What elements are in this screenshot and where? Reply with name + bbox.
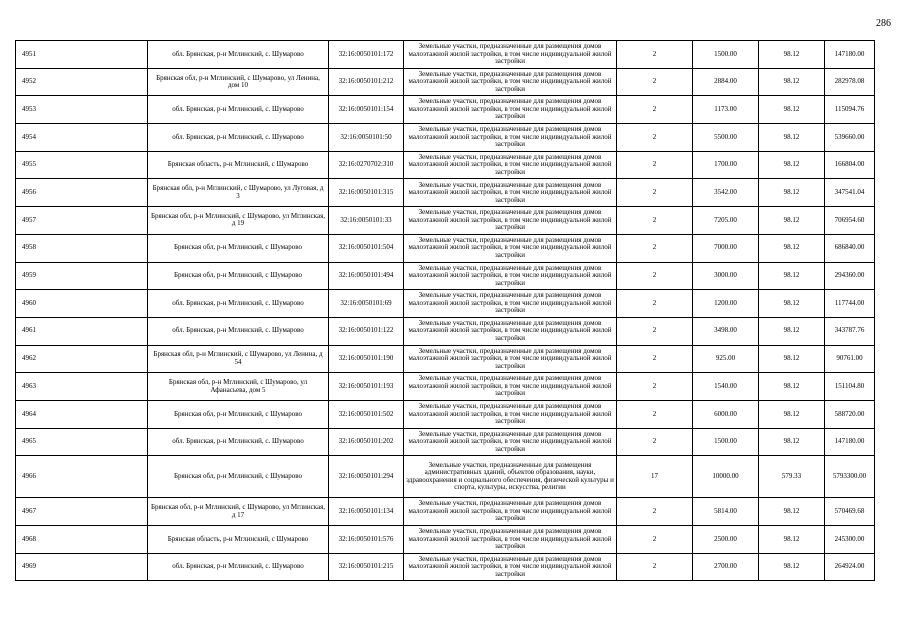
unit-price-cell: 98.12 xyxy=(759,262,825,290)
row-number: 4966 xyxy=(16,456,148,498)
area-cell: 1173.00 xyxy=(693,96,759,124)
table-row xyxy=(16,553,875,581)
area-cell: 1540.00 xyxy=(693,373,759,401)
group-cell: 2 xyxy=(617,124,693,152)
row-number: 4959 xyxy=(16,262,148,290)
cadastral-number-cell: 32:16:0050101:69 xyxy=(329,290,404,318)
area-cell: 2500.00 xyxy=(693,526,759,554)
address-cell: Брянская обл, р-н Мглинский, с Шумарово, ул Афанасьева, дом 5 xyxy=(148,373,329,401)
area-cell: 3498.00 xyxy=(693,317,759,345)
group-cell: 2 xyxy=(617,41,693,69)
land-use-cell: Земельные участки, предназначенные для размещения домов малоэтажной жилой застройки, в том числе индивидуальной жилой застройки xyxy=(404,317,617,345)
unit-price-cell: 98.12 xyxy=(759,373,825,401)
cadastral-number-cell: 32:16:0050101:294 xyxy=(329,456,404,498)
land-use-cell: Земельные участки, предназначенные для размещения домов малоэтажной жилой застройки, в том числе индивидуальной жилой застройки xyxy=(404,124,617,152)
unit-price-cell: 98.12 xyxy=(759,553,825,581)
group-cell: 2 xyxy=(617,400,693,428)
unit-price-cell: 98.12 xyxy=(759,428,825,456)
row-number: 4957 xyxy=(16,207,148,235)
row-number: 4963 xyxy=(16,373,148,401)
unit-price-cell: 98.12 xyxy=(759,68,825,96)
address-cell: Брянская обл, р-н Мглинский, с Шумарово, ул Луговая, д 3 xyxy=(148,179,329,207)
group-cell: 2 xyxy=(617,553,693,581)
table-row xyxy=(16,373,875,401)
unit-price-cell: 98.12 xyxy=(759,400,825,428)
land-use-cell: Земельные участки, предназначенные для размещения домов малоэтажной жилой застройки, в том числе индивидуальной жилой застройки xyxy=(404,428,617,456)
unit-price-cell: 98.12 xyxy=(759,234,825,262)
unit-price-cell: 98.12 xyxy=(759,96,825,124)
table-row xyxy=(16,290,875,318)
land-use-cell: Земельные участки, предназначенные для размещения домов малоэтажной жилой застройки, в том числе индивидуальной жилой застройки xyxy=(404,373,617,401)
address-cell: обл. Брянская, р-н Мглинский, с. Шумарово xyxy=(148,96,329,124)
land-use-cell: Земельные участки, предназначенные для размещения домов малоэтажной жилой застройки, в том числе индивидуальной жилой застройки xyxy=(404,68,617,96)
area-cell: 10000.00 xyxy=(693,456,759,498)
address-cell: Брянская обл, р-н Мглинский, с Шумарово, ул Мглинская, д 19 xyxy=(148,207,329,235)
table-row xyxy=(16,526,875,554)
row-number: 4961 xyxy=(16,317,148,345)
group-cell: 2 xyxy=(617,207,693,235)
unit-price-cell: 98.12 xyxy=(759,179,825,207)
unit-price-cell: 98.12 xyxy=(759,526,825,554)
cadastral-number-cell: 32:16:0050101:494 xyxy=(329,262,404,290)
group-cell: 2 xyxy=(617,151,693,179)
area-cell: 3000.00 xyxy=(693,262,759,290)
cadastral-value-cell: 115094.76 xyxy=(825,96,875,124)
address-cell: обл. Брянская, р-н Мглинский, с. Шумарово xyxy=(148,124,329,152)
row-number: 4969 xyxy=(16,553,148,581)
table-row xyxy=(16,68,875,96)
cadastral-value-table xyxy=(15,40,875,581)
area-cell: 1200.00 xyxy=(693,290,759,318)
address-cell: Брянская обл, р-н Мглинский, с Шумарово xyxy=(148,262,329,290)
group-cell: 2 xyxy=(617,317,693,345)
group-cell: 2 xyxy=(617,234,693,262)
table-row xyxy=(16,345,875,373)
cadastral-number-cell: 32:16:0050101:134 xyxy=(329,498,404,526)
cadastral-number-cell: 32:16:0050101:193 xyxy=(329,373,404,401)
table-row xyxy=(16,428,875,456)
cadastral-number-cell: 32:16:0050101:122 xyxy=(329,317,404,345)
land-use-cell: Земельные участки, предназначенные для размещения домов малоэтажной жилой застройки, в том числе индивидуальной жилой застройки xyxy=(404,179,617,207)
land-use-cell: Земельные участки, предназначенные для размещения домов малоэтажной жилой застройки, в том числе индивидуальной жилой застройки xyxy=(404,207,617,235)
address-cell: Брянская обл, р-н Мглинский, с Шумарово xyxy=(148,234,329,262)
group-cell: 2 xyxy=(617,290,693,318)
land-use-cell: Земельные участки, предназначенные для размещения домов малоэтажной жилой застройки, в том числе индивидуальной жилой застройки xyxy=(404,400,617,428)
row-number: 4954 xyxy=(16,124,148,152)
unit-price-cell: 98.12 xyxy=(759,124,825,152)
cadastral-value-cell: 282978.08 xyxy=(825,68,875,96)
area-cell: 1500.00 xyxy=(693,41,759,69)
unit-price-cell: 98.12 xyxy=(759,41,825,69)
row-number: 4956 xyxy=(16,179,148,207)
area-cell: 5814.00 xyxy=(693,498,759,526)
cadastral-value-cell: 147180.00 xyxy=(825,41,875,69)
address-cell: Брянская обл, р-н Мглинский, с Шумарово, ул Мглинская, д 17 xyxy=(148,498,329,526)
land-use-cell: Земельные участки, предназначенные для размещения домов малоэтажной жилой застройки, в том числе индивидуальной жилой застройки xyxy=(404,345,617,373)
land-use-cell: Земельные участки, предназначенные для размещения домов малоэтажной жилой застройки, в том числе индивидуальной жилой застройки xyxy=(404,262,617,290)
page-number: 286 xyxy=(876,18,891,29)
row-number: 4968 xyxy=(16,526,148,554)
group-cell: 2 xyxy=(617,68,693,96)
area-cell: 3542.00 xyxy=(693,179,759,207)
group-cell: 2 xyxy=(617,526,693,554)
area-cell: 5500.00 xyxy=(693,124,759,152)
table-row xyxy=(16,207,875,235)
table-body xyxy=(16,41,875,581)
unit-price-cell: 98.12 xyxy=(759,207,825,235)
address-cell: Брянская область, р-н Мглинский, с Шумарово xyxy=(148,151,329,179)
cadastral-value-cell: 347541.04 xyxy=(825,179,875,207)
group-cell: 2 xyxy=(617,498,693,526)
area-cell: 2700.00 xyxy=(693,553,759,581)
cadastral-number-cell: 32:16:0050101:504 xyxy=(329,234,404,262)
cadastral-number-cell: 32:16:0050101:33 xyxy=(329,207,404,235)
unit-price-cell: 98.12 xyxy=(759,151,825,179)
cadastral-value-cell: 294360.00 xyxy=(825,262,875,290)
area-cell: 1500.00 xyxy=(693,428,759,456)
table-row xyxy=(16,262,875,290)
land-use-cell: Земельные участки, предназначенные для размещения домов малоэтажной жилой застройки, в том числе индивидуальной жилой застройки xyxy=(404,290,617,318)
cadastral-value-cell: 245300.00 xyxy=(825,526,875,554)
group-cell: 17 xyxy=(617,456,693,498)
area-cell: 2884.00 xyxy=(693,68,759,96)
area-cell: 1700.00 xyxy=(693,151,759,179)
cadastral-value-cell: 5793300.00 xyxy=(825,456,875,498)
land-use-cell: Земельные участки, предназначенные для размещения домов малоэтажной жилой застройки, в том числе индивидуальной жилой застройки xyxy=(404,96,617,124)
group-cell: 2 xyxy=(617,373,693,401)
table-row xyxy=(16,317,875,345)
land-use-cell: Земельные участки, предназначенные для размещения административных зданий, объектов образования, науки, здравоохранения и социального обеспечения, физической культуры и спорта, культуры, искусства, религии xyxy=(404,456,617,498)
address-cell: Брянская обл, р-н Мглинский, с Шумарово, ул Ленина, дом 10 xyxy=(148,68,329,96)
cadastral-number-cell: 32:16:0050101:172 xyxy=(329,41,404,69)
row-number: 4962 xyxy=(16,345,148,373)
cadastral-number-cell: 32:16:0050101:190 xyxy=(329,345,404,373)
table-row xyxy=(16,151,875,179)
land-use-cell: Земельные участки, предназначенные для размещения домов малоэтажной жилой застройки, в том числе индивидуальной жилой застройки xyxy=(404,498,617,526)
cadastral-value-cell: 151104.80 xyxy=(825,373,875,401)
address-cell: Брянская обл, р-н Мглинский, с Шумарово xyxy=(148,456,329,498)
cadastral-number-cell: 32:16:0050101:202 xyxy=(329,428,404,456)
row-number: 4964 xyxy=(16,400,148,428)
table-row xyxy=(16,400,875,428)
area-cell: 925.00 xyxy=(693,345,759,373)
unit-price-cell: 579.33 xyxy=(759,456,825,498)
group-cell: 2 xyxy=(617,179,693,207)
cadastral-number-cell: 32:16:0050101:212 xyxy=(329,68,404,96)
unit-price-cell: 98.12 xyxy=(759,498,825,526)
address-cell: обл. Брянская, р-н Мглинский, с. Шумарово xyxy=(148,553,329,581)
cadastral-value-cell: 166804.00 xyxy=(825,151,875,179)
cadastral-number-cell: 32:16:0050101:502 xyxy=(329,400,404,428)
cadastral-value-cell: 686840.00 xyxy=(825,234,875,262)
area-cell: 6000.00 xyxy=(693,400,759,428)
cadastral-value-cell: 90761.00 xyxy=(825,345,875,373)
address-cell: обл. Брянская, р-н Мглинский, с. Шумарово xyxy=(148,41,329,69)
address-cell: обл. Брянская, р-н Мглинский, с. Шумарово xyxy=(148,317,329,345)
area-cell: 7000.00 xyxy=(693,234,759,262)
land-use-cell: Земельные участки, предназначенные для размещения домов малоэтажной жилой застройки, в том числе индивидуальной жилой застройки xyxy=(404,151,617,179)
unit-price-cell: 98.12 xyxy=(759,345,825,373)
cadastral-value-cell: 570469.68 xyxy=(825,498,875,526)
table-row xyxy=(16,124,875,152)
row-number: 4960 xyxy=(16,290,148,318)
row-number: 4955 xyxy=(16,151,148,179)
table-row xyxy=(16,234,875,262)
group-cell: 2 xyxy=(617,96,693,124)
land-use-cell: Земельные участки, предназначенные для размещения домов малоэтажной жилой застройки, в том числе индивидуальной жилой застройки xyxy=(404,234,617,262)
area-cell: 7205.00 xyxy=(693,207,759,235)
group-cell: 2 xyxy=(617,262,693,290)
address-cell: Брянская обл, р-н Мглинский, с Шумарово xyxy=(148,400,329,428)
table-row xyxy=(16,498,875,526)
cadastral-number-cell: 32:16:0050101:50 xyxy=(329,124,404,152)
cadastral-value-cell: 264924.00 xyxy=(825,553,875,581)
table-row xyxy=(16,179,875,207)
cadastral-number-cell: 32:16:0050101:215 xyxy=(329,553,404,581)
cadastral-number-cell: 32:16:0050101:154 xyxy=(329,96,404,124)
land-use-cell: Земельные участки, предназначенные для размещения домов малоэтажной жилой застройки, в том числе индивидуальной жилой застройки xyxy=(404,41,617,69)
cadastral-number-cell: 32:16:0050101:576 xyxy=(329,526,404,554)
table-row xyxy=(16,41,875,69)
address-cell: обл. Брянская, р-н Мглинский, с. Шумарово xyxy=(148,428,329,456)
unit-price-cell: 98.12 xyxy=(759,317,825,345)
cadastral-value-cell: 706954.60 xyxy=(825,207,875,235)
cadastral-value-cell: 343787.76 xyxy=(825,317,875,345)
cadastral-value-cell: 539660.00 xyxy=(825,124,875,152)
row-number: 4953 xyxy=(16,96,148,124)
cadastral-number-cell: 32:16:0050101:315 xyxy=(329,179,404,207)
address-cell: Брянская область, р-н Мглинский, с Шумарово xyxy=(148,526,329,554)
cadastral-value-cell: 117744.00 xyxy=(825,290,875,318)
address-cell: Брянская обл, р-н Мглинский, с Шумарово, ул Ленина, д 54 xyxy=(148,345,329,373)
row-number: 4951 xyxy=(16,41,148,69)
row-number: 4952 xyxy=(16,68,148,96)
land-use-cell: Земельные участки, предназначенные для размещения домов малоэтажной жилой застройки, в том числе индивидуальной жилой застройки xyxy=(404,526,617,554)
table-row xyxy=(16,456,875,498)
cadastral-value-cell: 147180.00 xyxy=(825,428,875,456)
unit-price-cell: 98.12 xyxy=(759,290,825,318)
cadastral-number-cell: 32:16:0270702:310 xyxy=(329,151,404,179)
row-number: 4965 xyxy=(16,428,148,456)
table-row xyxy=(16,96,875,124)
land-use-cell: Земельные участки, предназначенные для размещения домов малоэтажной жилой застройки, в том числе индивидуальной жилой застройки xyxy=(404,553,617,581)
cadastral-value-cell: 588720.00 xyxy=(825,400,875,428)
row-number: 4958 xyxy=(16,234,148,262)
group-cell: 2 xyxy=(617,345,693,373)
row-number: 4967 xyxy=(16,498,148,526)
group-cell: 2 xyxy=(617,428,693,456)
address-cell: обл. Брянская, р-н Мглинский, с. Шумарово xyxy=(148,290,329,318)
